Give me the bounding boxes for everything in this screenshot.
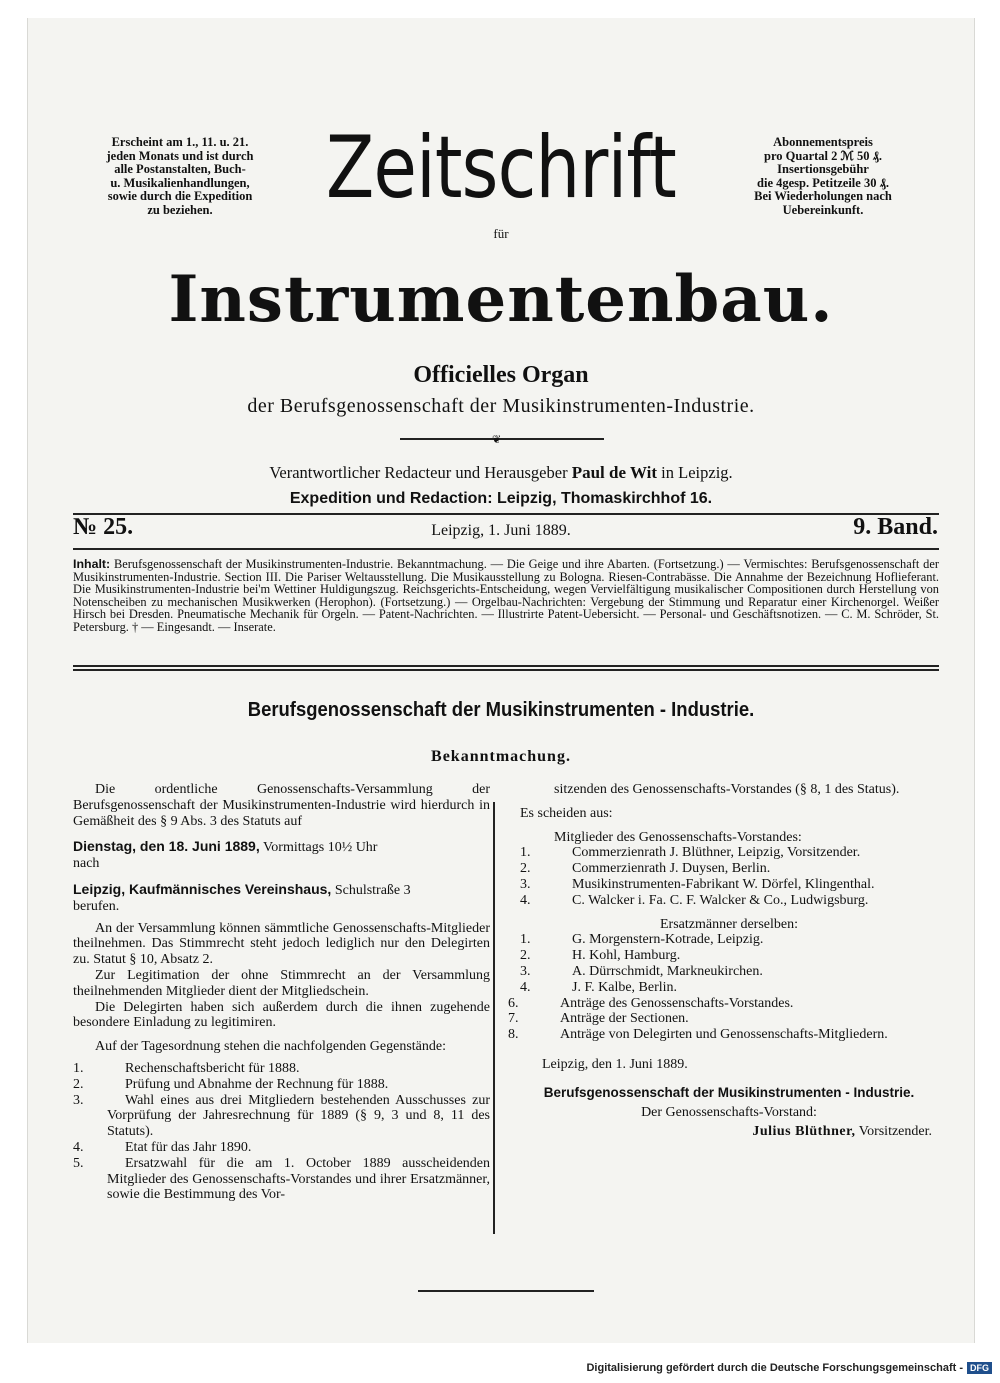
subscription-info-line: die 4gesp. Petitzeile 30 ₰.: [757, 175, 889, 190]
funding-footer: [586, 1362, 992, 1374]
meeting-date-bold: Dienstag, den 18. Juni 1889,: [73, 838, 260, 855]
meeting-time: Vormittags 10½ Uhr: [263, 840, 378, 856]
list-item: 3. Wahl eines aus drei Mitgliedern bestehenden Ausschusses zur Vorprüfung der Jahresrechnung für 1889 (§ 9, 3 und 8, 11 des Statuts).: [73, 1092, 490, 1140]
publication-info-line: Erscheint am 1., 11. u. 21.: [111, 135, 249, 149]
ornament-divider: [400, 438, 604, 440]
list-item: 2. H. Kohl, Hamburg.: [520, 948, 681, 964]
masthead-title-top: Zeitschrift: [326, 118, 676, 218]
article-left-column: [73, 782, 490, 1203]
paragraph: Die ordentliche Genossenschafts-Versammlung der Berufsgenossenschaft der Musikinstrumenten-Industrie wird hierdurch in Gemäßheit des § 9 Abs. 3 des Statuts auf: [73, 782, 490, 829]
paragraph: Auf der Tagesordnung stehen die nachfolgenden Gegenstände:: [95, 1039, 446, 1055]
issue-rule: [73, 548, 939, 550]
signature: [520, 1124, 938, 1140]
list-item: 5. Ersatzwahl für die am 1. October 1889 ausscheidenden Mitglieder des Genossenschafts-Vorstandes und ihrer Ersatzmänner, sowie die Bestimmung des Vor-: [73, 1155, 490, 1203]
article-right-column: [508, 782, 938, 1140]
list-item: 7. Anträge der Sectionen.: [508, 1011, 689, 1027]
meeting-street: Schulstraße 3: [334, 882, 411, 898]
meeting-place: [73, 882, 490, 899]
article-subheading: Bekanntmachung.: [431, 748, 571, 765]
signature-name: Julius Blüthner,: [752, 1124, 856, 1140]
subscription-info-line: Abonnementspreis: [773, 135, 873, 149]
subscription-info-line: Uebereinkunft.: [782, 202, 864, 217]
members-heading: Mitglieder des Genossenschafts-Vorstandes:: [554, 829, 802, 845]
publication-info-line: zu beziehen.: [147, 202, 213, 217]
column-divider: [493, 802, 495, 1234]
subscription-info-line: Bei Wiederholungen nach: [754, 189, 892, 203]
table-of-contents: [73, 558, 939, 634]
publication-info-line: alle Postanstalten, Buch-: [114, 162, 246, 176]
masthead-subtitle: Officielles Organ: [413, 362, 589, 388]
paragraph: Die Delegirten haben sich außerdem durch die ihnen zugehende besondere Einladung zu legitimiren.: [73, 999, 490, 1031]
list-item: 4. C. Walcker i. Fa. C. F. Walcker & Co., Ludwigsburg.: [520, 892, 869, 908]
substitutes-heading: Ersatzmänner derselben:: [660, 916, 798, 932]
masthead-title-main: Instrumentenbau.: [168, 262, 834, 337]
editor-name: Paul de Wit: [571, 463, 658, 482]
contents-rule-top: [73, 665, 939, 667]
members-list: [520, 845, 938, 908]
subscription-info-line: Insertionsgebühr: [777, 162, 869, 176]
publication-info-line: u. Musikalienhandlungen,: [110, 175, 250, 190]
meeting-date: [73, 839, 490, 856]
article-heading: Berufsgenossenschaft der Musikinstrumenten - Industrie.: [247, 698, 755, 721]
publication-info-line: sowie durch die Expedition: [107, 189, 253, 203]
expedition-address: Expedition und Redaction: Leipzig, Thomaskirchhof 16.: [289, 490, 713, 507]
publication-info-line: jeden Monats und ist durch: [106, 148, 254, 163]
issue-volume: 9. Band.: [853, 514, 938, 540]
agenda-list: [73, 1061, 490, 1203]
header-rule: [73, 513, 939, 515]
list-item: 8. Anträge von Delegirten und Genossenschafts-Mitgliedern.: [508, 1027, 888, 1043]
paragraph: berufen.: [73, 898, 120, 914]
list-item: 1. Rechenschaftsbericht für 1888.: [73, 1060, 300, 1076]
list-item: 2. Commerzienrath J. Duysen, Berlin.: [520, 861, 771, 877]
issue-number: № 25.: [73, 514, 134, 540]
signing-organization: Berufsgenossenschaft der Musikinstrumenten - Industrie.: [543, 1084, 915, 1100]
list-item: 6. Anträge des Genossenschafts-Vorstandes.: [508, 995, 794, 1011]
agenda-list-continued: [508, 995, 938, 1043]
list-item: 4. J. F. Kalbe, Berlin.: [520, 979, 678, 995]
issue-date: Leipzig, 1. Juni 1889.: [431, 522, 571, 539]
paragraph: sitzenden des Genossenschafts-Vorstandes (§ 8, 1 des Status).: [554, 782, 900, 797]
subscription-info-line: pro Quartal 2 ℳ 50 ₰.: [764, 148, 882, 163]
dfg-logo: DFG: [967, 1362, 992, 1374]
list-item: 2. Prüfung und Abnahme der Rechnung für 1888.: [73, 1076, 389, 1092]
meeting-place-bold: Leipzig, Kaufmännisches Vereinshaus,: [73, 880, 332, 897]
newspaper-page: [27, 18, 975, 1343]
signature-role: Vorsitzender.: [858, 1124, 932, 1140]
paragraph: Es scheiden aus:: [520, 805, 613, 821]
list-item: 1. G. Morgenstern-Kotrade, Leipzig.: [520, 932, 764, 948]
paragraph: An der Versammlung können sämmtliche Genossenschafts-Mitglieder theilnehmen. Das Stimmrecht steht jedoch lediglich nur den Delegirten zu. Statut § 10, Absatz 2.: [73, 920, 490, 968]
list-item: 1. Commerzienrath J. Blüthner, Leipzig, Vorsitzender.: [520, 845, 861, 861]
masthead-subtitle-organization: der Berufsgenossenschaft der Musikinstrumenten-Industrie.: [247, 395, 755, 417]
list-item: 4. Etat für das Jahr 1890.: [73, 1139, 252, 1155]
editor-line: [28, 463, 974, 483]
paragraph: nach: [73, 856, 100, 872]
editor-prefix: Verantwortlicher Redacteur und Herausgeber: [269, 463, 568, 482]
contents-label: Inhalt:: [73, 557, 111, 571]
ornament-flourish-icon: ❦: [492, 434, 502, 446]
closing-rule: [418, 1290, 594, 1292]
contents-text: Berufsgenossenschaft der Musikinstrumenten-Industrie. Bekanntmachung. — Die Geige und ihre Abarten. (Fortsetzung.) — Vermischtes: Berufsgenossenschaft der Musikinstrumenten-Industrie. Section III. Die Pariser Weltausstellung. Die Musikausstellung zu Bologna. Riesen-Contrabässe. Die Annahme der Bezeichnung Hoflieferant. Die Musikinstrumenten-Industrie bei'm Wettiner Huldigungszug. Reichsgerichts-Entscheidung, wegen Vervielfältigung musikalischer Compositionen durch Herstellung von Notenscheiben zu mechanischen Musikwerken (Herophon). (Fortsetzung.) — Orgelbau-Nachrichten: Vergebung der Stimmung und Reparatur einer Kirchenorgel. Weißer Hirsch bei Dresden. Pneumatische Mechanik für Orgeln. — Patent-Nachrichten. — Illustrirte Patent-Uebersicht. — Personal- und Geschäftsnotizen. — C. M. Schröder, St. Petersburg. † — Eingesandt. — Inserate.: [73, 557, 939, 634]
list-item: 3. A. Dürrschmidt, Markneukirchen.: [520, 963, 763, 979]
paragraph: Zur Legitimation der ohne Stimmrecht an der Versammlung theilnehmenden Mitglieder dient der Mitgliedschein.: [73, 967, 490, 999]
editor-suffix: in Leipzig.: [661, 463, 733, 482]
substitutes-list: [520, 932, 938, 995]
contents-rule-bottom: [73, 669, 939, 671]
notice-date: Leipzig, den 1. Juni 1889.: [542, 1056, 688, 1072]
board-label: Der Genossenschafts-Vorstand:: [641, 1104, 817, 1120]
funding-note: Digitalisierung gefördert durch die Deutsche Forschungsgemeinschaft -: [586, 1362, 963, 1374]
list-item: 3. Musikinstrumenten-Fabrikant W. Dörfel, Klingenthal.: [520, 876, 875, 892]
masthead-title-connector: für: [493, 226, 509, 241]
